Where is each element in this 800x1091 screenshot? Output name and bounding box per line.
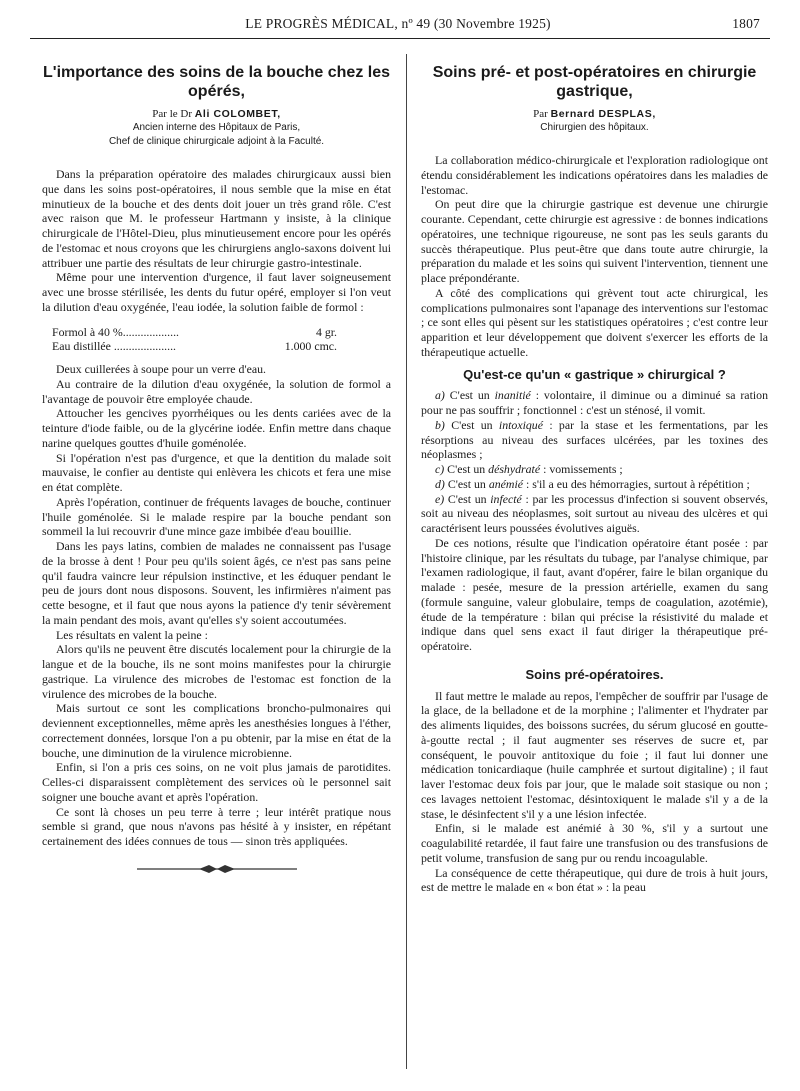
definition-text: : vomissements ; xyxy=(543,462,623,476)
left-article-byline xyxy=(42,107,391,121)
paragraph: Attoucher les gencives pyorrhéiques ou les dents cariées avec de la teinture d'iode faible, ou de la glycérine iodée. Enfin mettre dans chaque narine quelques gouttes d'huile goménolée. xyxy=(42,406,391,450)
formula-ingredient: Eau distillée ..................... xyxy=(52,339,177,354)
right-article-byline xyxy=(421,107,768,121)
paragraph: Les résultats en valent la peine : xyxy=(56,627,208,642)
definition-term: anémié xyxy=(488,476,524,491)
paragraph: Enfin, si le malade est anémié à 30 %, s'il y a surtout une coagulabilité retardée, il faut faire une transfusion ou des transfusions de petit volume, transfusion de sang pur ou rendu incoagulable. xyxy=(421,821,768,865)
formula-row xyxy=(42,325,391,340)
section-heading: Qu'est-ce qu'un « gastrique » chirurgical ? xyxy=(463,366,726,382)
paragraph: Mais surtout ce sont les complications broncho-pulmonaires qui deviennent exceptionnelles, même après les anesthésies longues à l'éther, correctement données, lorsque l'on a pu obtenir, par la mise en état de la bouche, une diminution de la virulence microbienne. xyxy=(42,701,391,760)
journal-title: LE PROGRÈS MÉDICAL, nº 49 (30 Novembre 1925) xyxy=(245,16,551,31)
definition-text: : s'il a eu des hémorragies, surtout à répétition ; xyxy=(525,476,750,491)
formula-row xyxy=(42,339,391,354)
definition-item xyxy=(421,477,768,492)
definition-lead: C'est un xyxy=(447,462,486,476)
paragraph: Même pour une intervention d'urgence, il faut laver soigneusement avec une brosse stérilisée, les dents du futur opéré, employer si l'on veut la dilution d'eau oxygénée, l'eau iodée, la solution faible de formol : xyxy=(42,270,391,314)
definition-item xyxy=(421,492,768,536)
left-article-body xyxy=(42,362,391,849)
byline-prefix: Par xyxy=(533,108,548,120)
definition-item xyxy=(421,388,768,418)
author-name: Ali COLOMBET, xyxy=(194,108,281,120)
definition-lead: C'est un xyxy=(447,476,486,491)
author-name: Bernard DESPLAS, xyxy=(550,108,656,120)
section-heading: Soins pré-opératoires. xyxy=(525,666,664,682)
definition-lead: C'est un xyxy=(449,388,490,403)
running-head xyxy=(36,14,760,38)
definition-list xyxy=(421,388,768,536)
formula-quantity: 1.000 cmc. xyxy=(284,339,337,354)
byline-prefix: Par le Dr xyxy=(152,108,192,120)
definition-text: : par les processus d'infection si souvent observés, soit au niveau des néoplasmes, soit surtout au niveau des ulcères et qui caractérisent leurs poussées évolutives aiguës. xyxy=(421,491,768,535)
column-divider xyxy=(406,54,407,1069)
definition-item xyxy=(421,418,768,462)
definition-term: déshydraté xyxy=(488,462,541,476)
paragraph: De ces notions, résulte que l'indication opératoire étant posée : par l'histoire clinique, par les résultats du tubage, par l'analyse chimique, par l'examen radiologique, il faut, avant d'opérer, faire le bilan organique du malade : pesée, mesure de la pression artérielle, examen du sang (formule sanguine, valeur globulaire, temps de coagulation, azotémie), étude de la température : bilan qui précise la résistivité du malade et indique dans quel sens exact il faut diriger la thérapeutique pré-opératoire. xyxy=(421,535,768,653)
page-number: 1807 xyxy=(732,16,760,31)
formula-quantity: 4 gr. xyxy=(315,324,337,339)
header-rule xyxy=(30,38,770,39)
author-affiliation: Ancien interne des Hôpitaux de Paris, xyxy=(132,122,301,133)
left-column xyxy=(42,55,391,1075)
paragraph: Après l'opération, continuer de fréquents lavages de bouche, continuer l'huile goménolée. Si le malade respire par la bouche pendant son sommeil la lui recouvrir d'une mince gaze imbibée d'eau bouillie. xyxy=(42,494,391,539)
definition-term: infecté xyxy=(490,491,522,506)
paragraph: Alors qu'ils ne peuvent être discutés localement pour la chirurgie de la langue et de la bouche, ils ne sont moins manifestes pour la chirurgie gastrique. La virulence des microbes de l'estomac est fonction de la virulence des microbes de la bouche. xyxy=(42,642,391,701)
paragraph: Enfin, si l'on a pris ces soins, on ne voit plus jamais de parotidites. Celles-ci disparaissent complètement des services où le personnel sait soigner une bouche avant et après l'opération. xyxy=(42,760,391,804)
definition-marker: a) xyxy=(435,388,445,403)
end-ornament xyxy=(42,863,391,878)
definition-marker: c) xyxy=(435,462,445,476)
paragraph: Si l'opération n'est pas d'urgence, et que la dentition du malade soit mauvaise, le confier au dentiste qui enlèvera les chicots et fera une mise en état complète. xyxy=(42,450,391,494)
paragraph: Dans la préparation opératoire des malades chirurgicaux aussi bien que dans les soins post-opératoires, il nous semble que la mise en état minutieux de la bouche et des dents doit jouer un très grand rôle. C'est avec raison que M. le professeur Hartmann y insiste, à la clinique chirurgicale de l'Hôtel-Dieu, plus minutieusement encore pour les opérés de l'estomac et nous croyons que les chirurgiens anglo-saxons doivent lui attribuer une partie des résultats de leur chirurgie gastro-intestinale. xyxy=(42,167,391,270)
right-column xyxy=(421,55,768,1075)
definition-marker: b) xyxy=(435,417,445,432)
author-affiliation: Chirurgien des hôpitaux. xyxy=(540,122,649,133)
paragraph: Ce sont là choses un peu terre à terre ; leur intérêt pratique nous semble si grand, que nous n'avons pas hésité à y insister, en répétant certainement des idées connues de tous — sinon très appliquées. xyxy=(42,804,391,848)
left-article-body-intro xyxy=(42,167,391,315)
paragraph: Deux cuillerées à soupe pour un verre d'eau. xyxy=(56,362,266,376)
definition-marker: e) xyxy=(435,491,445,506)
right-article-title: Soins pré- et post-opératoires en chirurgie gastrique, xyxy=(432,64,757,100)
definition-lead: C'est un xyxy=(451,417,493,432)
paragraph: Au contraire de la dilution d'eau oxygénée, la solution de formol a l'avantage de pouvoir être employée chaude. xyxy=(42,376,391,406)
definition-lead: C'est un xyxy=(447,491,487,506)
right-article-body xyxy=(421,536,768,654)
paragraph: A côté des complications qui grèvent tout acte chirurgical, les complications pulmonaires sont l'apanage des interventions sur l'estomac ; ce sont elles qui pèsent sur les statistiques opératoires ; c'est contre leur apparition et leur développement que doivent s'exercer les efforts de la thérapeutique actuelle. xyxy=(421,285,768,359)
definition-text: : volontaire, il diminue ou a diminué sa ration pour ne pas souffrir ; fonctionnel : c'est un sténosé, il vomit. xyxy=(421,388,768,417)
formula-table xyxy=(42,325,391,355)
paragraph: La collaboration médico-chirurgicale et l'exploration radiologique ont étendu considérablement les indications opératoires dans les maladies de l'estomac. xyxy=(421,153,768,197)
right-article-intro xyxy=(421,153,768,360)
paragraph: Dans les pays latins, combien de malades ne connaissent pas l'usage de la brosse à dent ! Pour peu qu'ils soient âgés, ce n'est pas sans peine qu'il faudra vaincre leur répulsion instinctive, et les éduquer pendant le peu de jours dont nous disposons. Souvent, les infirmières n'aiment pas cette besogne, et il faut que nous ayons la patience d'y tenir sévèrement la main pendant des mois, avant qu'elles s'y soient accoutumées. xyxy=(42,539,391,627)
definition-item xyxy=(421,462,768,477)
definition-text: : par la stase et les fermentations, par les résorptions au niveau des surfaces ulcérées, par les toxines des néoplasmes ; xyxy=(421,417,768,462)
paragraph: Il faut mettre le malade au repos, l'empêcher de souffrir par l'usage de la glace, de la belladone et de la morphine ; l'alimenter et l'hydrater par des aliments liquides, des boissons sucrées, du sérum glucosé en goutte-à-goutte rectal ; il faut augmenter ses réserves de sucre et, par conséquent, le pouvoir antitoxique du foie ; il faut lui donner une médication tonicardiaque (huile camphrée et surtout digitaline) ; il faut laver l'estomac deux fois par jour, que le malade soit stasique ou non ; ces lavages nettoient l'estomac, désintoxiquent le malade s'il y a de la stase, le désinfectent s'il y a une lésion infectée. xyxy=(421,688,768,821)
right-article-body xyxy=(421,689,768,896)
paragraph: On peut dire que la chirurgie gastrique est devenue une chirurgie courante. Cependant, cette chirurgie est agressive : de bonnes indications opératoires, une technique rigoureuse, ne sont pas les seuls garants du succès thérapeutique. Plus peut-être que dans toute autre chirurgie, la préparation du malade et les soins qui suivent l'intervention, tiennent une place prépondérante. xyxy=(421,197,768,285)
paragraph: La conséquence de cette thérapeutique, qui dure de trois à huit jours, est de mettre le malade en « bon état » : la peau xyxy=(421,865,768,895)
definition-term: inanitié xyxy=(494,388,531,403)
definition-term: intoxiqué xyxy=(498,417,543,432)
author-affiliation: Chef de clinique chirurgicale adjoint à la Faculté. xyxy=(108,136,325,147)
formula-ingredient: Formol à 40 %................... xyxy=(52,324,179,339)
left-article-title: L'importance des soins de la bouche chez les opérés, xyxy=(42,64,390,100)
definition-marker: d) xyxy=(435,476,445,491)
